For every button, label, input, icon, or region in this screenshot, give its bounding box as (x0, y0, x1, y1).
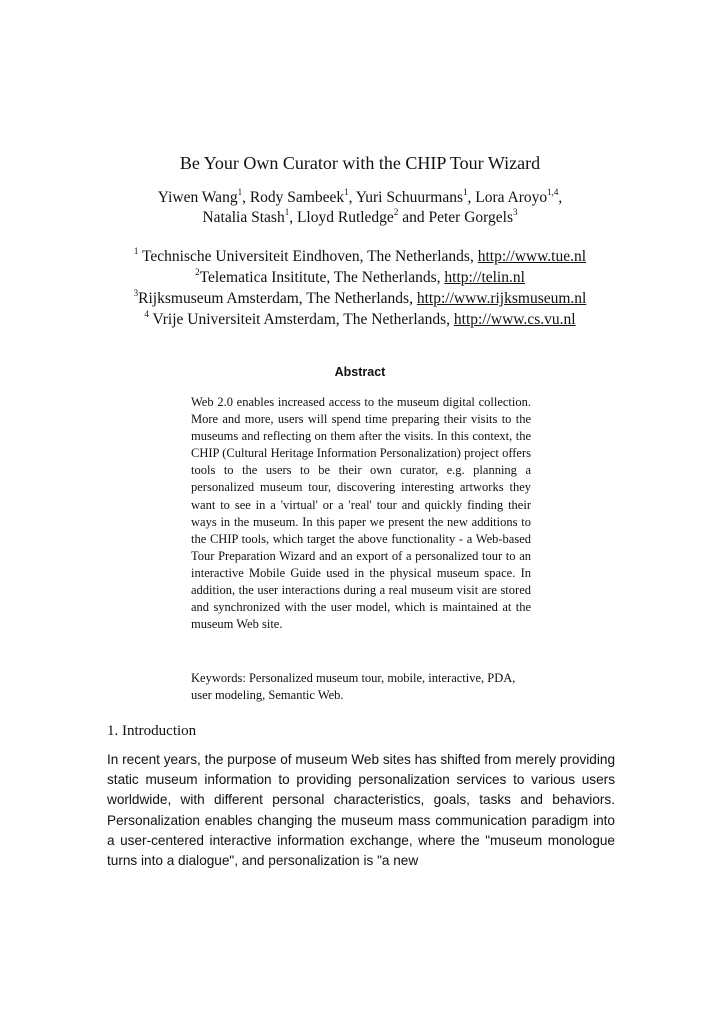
affiliation-link[interactable]: http://www.cs.vu.nl (453, 311, 576, 328)
author-affil-sup: 1 (237, 187, 243, 197)
affiliation-text: Technische Universiteit Eindhoven, The Netherlands, (142, 248, 478, 265)
paper-title: Be Your Own Curator with the CHIP Tour Wizard (179, 153, 541, 173)
affiliation (0, 309, 720, 330)
affiliation-text: Vrije Universiteit Amsterdam, The Netherlands, (152, 311, 454, 328)
affiliation-sup: 1 (133, 246, 139, 256)
affiliation (0, 246, 720, 267)
keywords: Keywords: Personalized museum tour, mobile, interactive, PDA, user modeling, Semantic Web. (191, 671, 516, 703)
author-affil-sup: 1 (463, 187, 468, 197)
affiliation-sup: 4 (144, 309, 149, 319)
author-sep: , (348, 189, 356, 206)
affiliation (0, 267, 720, 288)
author-sep: , (467, 189, 476, 206)
affiliation-text: Telematica Insititute, The Netherlands, (199, 269, 445, 286)
author-affil-sup: 3 (513, 207, 518, 217)
author-list (0, 188, 720, 228)
affiliation-link[interactable]: http://www.rijksmuseum.nl (416, 290, 587, 307)
affiliation (0, 288, 720, 309)
affiliation-sup: 2 (195, 267, 200, 277)
author-sep: and (398, 209, 429, 226)
author-affil-sup: 1,4 (547, 187, 559, 197)
abstract-text: Web 2.0 enables increased access to the museum digital collection. More and more, users will spend time preparing their visits to the museums and reflecting on them after the visits. In this context, the CHIP (Cultural Heritage Information Personalization) project offers tools to the users to be their own curator, e.g. planning a personalized museum tour, discovering interesting artworks they want to see in a 'virtual' or a 'real' tour and quickly finding their ways in the museum. In this paper we present the new additions to the CHIP tools, which target the above functionality - a Web-based Tour Preparation Wizard and an export of a personalized tour to an interactive Mobile Guide used in the physical museum space. In addition, the user interactions during a real museum visit are stored and synchronized with the user model, which is maintained at the museum Web site. (191, 395, 531, 632)
affiliation-text: Rijksmuseum Amsterdam, The Netherlands, (138, 290, 417, 307)
author-name: Peter Gorgels (428, 209, 513, 226)
author-affil-sup: 2 (393, 207, 399, 217)
affiliation-sup: 3 (133, 288, 139, 298)
author-name: Lloyd Rutledge (296, 209, 394, 226)
affiliation-list (0, 246, 720, 330)
abstract-heading: Abstract (334, 365, 386, 379)
intro-paragraph: In recent years, the purpose of museum Web sites has shifted from merely providing static museum information to providing personalization services to various users worldwide, with different personal characteristics, goals, tasks and behaviors. Personalization enables changing the museum mass communication paradigm into a user-centered interactive information exchange, where the "museum monologue turns into a dialogue", and personalization is "a new (107, 752, 615, 869)
author-affil-sup: 1 (344, 187, 349, 197)
author-sep: , (558, 189, 563, 206)
author-name: Rody Sambeek (249, 189, 345, 206)
author-affil-sup: 1 (284, 207, 290, 217)
section-heading: 1. Introduction (107, 723, 197, 739)
author-name: Natalia Stash (202, 209, 285, 226)
author-line-2 (0, 208, 720, 228)
author-name: Yuri Schuurmans (355, 189, 463, 206)
author-sep: , (242, 189, 250, 206)
affiliation-link[interactable]: http://www.tue.nl (477, 248, 587, 265)
author-sep: , (289, 209, 297, 226)
affiliation-link[interactable]: http://telin.nl (444, 269, 525, 286)
author-line-1 (0, 188, 720, 208)
author-name: Lora Aroyo (475, 189, 548, 206)
author-name: Yiwen Wang (157, 189, 238, 206)
